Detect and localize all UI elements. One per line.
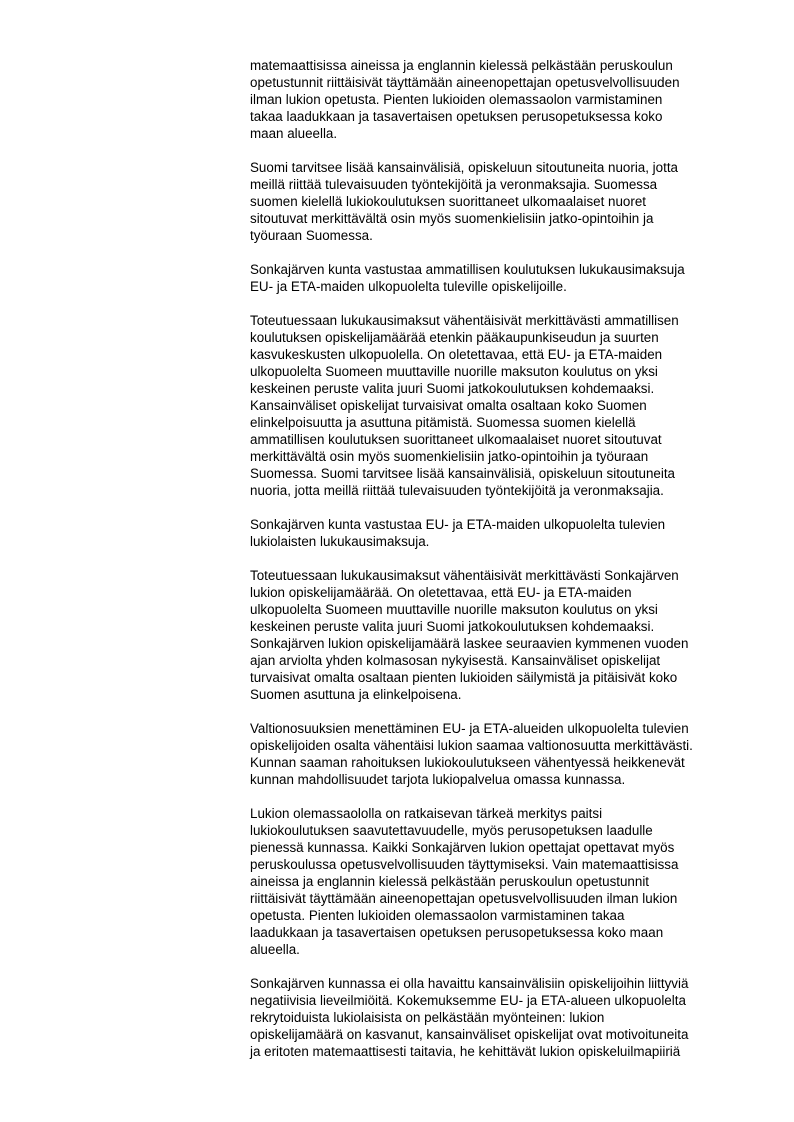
text-line: ajan arviolta yhden kolmasosan nykyisestä. Kansainväliset opiskelijat: [250, 653, 661, 668]
text-line: opiskelijamäärä on kasvanut, kansainväliset opiskelijat ovat motivoituneita: [250, 1027, 689, 1042]
text-line: työuraan Suomessa.: [250, 228, 373, 243]
text-line: ja eritoten matemaattisesti taitavia, he kehittävät lukion opiskeluilmapiiriä: [250, 1044, 681, 1059]
paragraph-9: [250, 975, 750, 1060]
text-line: takaa laadukkaan ja tasavertaisen opetuksen perusopetuksessa koko: [250, 109, 663, 124]
text-line: Sonkajärven kunta vastustaa EU- ja ETA-maiden ulkopuolelta tulevien: [250, 517, 666, 532]
text-line: Sonkajärven kunnassa ei olla havaittu kansainvälisiin opiskelijoihin liittyviä: [250, 976, 689, 991]
text-line: merkittävältä osin myös suomenkielisiin jatko-opintoihin ja työuraan: [250, 449, 649, 464]
text-line: pienessä kunnassa. Kaikki Sonkajärven lukion opettajat opettavat myös: [250, 840, 675, 855]
text-line: ammatillisen koulutuksen suorittaneet ulkomaalaiset nuoret sitoutuvat: [250, 432, 662, 447]
text-line: opetusta. Pienten lukioiden olemassaolon varmistaminen takaa: [250, 908, 625, 923]
text-line: meillä riittää tulevaisuuden työntekijöitä ja veronmaksajia. Suomessa: [250, 177, 658, 192]
text-line: ulkopuolelta Suomeen muuttaville nuorille maksuton koulutus on yksi: [250, 364, 658, 379]
text-line: ilman lukion opetusta. Pienten lukioiden olemassaolon varmistaminen: [250, 92, 663, 107]
text-line: Kunnan saaman rahoituksen lukiokoulutukseen vähentyessä heikkenevät: [250, 755, 685, 770]
text-line: lukiolaisten lukukausimaksuja.: [250, 534, 430, 549]
text-line: kunnan mahdollisuudet tarjota lukiopalvelua omassa kunnassa.: [250, 772, 626, 787]
text-line: Kansainväliset opiskelijat turvaisivat omalta osaltaan koko Suomen: [250, 398, 647, 413]
text-line: nuoria, jotta meillä riittää tulevaisuuden työntekijöitä ja veronmaksajia.: [250, 483, 664, 498]
text-line: sitoutuvat merkittävältä osin myös suomenkielisiin jatko-opintoihin ja: [250, 211, 654, 226]
text-line: opiskelijoiden osalta vähentäisi lukion saamaa valtionosuutta merkittävästi.: [250, 738, 693, 753]
text-line: keskeinen peruste valita juuri Suomi jatkokoulutuksen kohdemaaksi.: [250, 381, 655, 396]
text-line: elinkelpoisuutta ja asuttuna pitämistä. Suomessa suomen kielellä: [250, 415, 636, 430]
text-line: laadukkaan ja tasavertaisen opetuksen perusopetuksessa koko maan: [250, 925, 664, 940]
text-line: Suomen asuttuna ja elinkelpoisena.: [250, 687, 462, 702]
text-line: aineissa ja englannin kielessä pelkästään peruskoulun opetustunnit: [250, 874, 650, 889]
paragraph-5: [250, 516, 750, 550]
text-line: koulutuksen opiskelijamäärää etenkin pääkaupunkiseudun ja suurten: [250, 330, 659, 345]
text-line: kasvukeskusten ulkopuolella. On oletettavaa, että EU- ja ETA-maiden: [250, 347, 663, 362]
text-line: Suomessa. Suomi tarvitsee lisää kansainvälisiä, opiskeluun sitoutuneita: [250, 466, 676, 481]
paragraph-8: [250, 805, 750, 958]
text-line: maan alueella.: [250, 126, 338, 141]
text-line: suomen kielellä lukiokoulutuksen suorittaneet ulkomaalaiset nuoret: [250, 194, 646, 209]
text-line: Lukion olemassaololla on ratkaisevan tärkeä merkitys paitsi: [250, 806, 603, 821]
document-page: [250, 57, 750, 1077]
text-line: peruskoulussa opetusvelvollisuuden täyttymiseksi. Vain matemaattisissa: [250, 857, 679, 872]
text-line: Toteutuessaan lukukausimaksut vähentäisivät merkittävästi Sonkajärven: [250, 568, 679, 583]
text-line: turvaisivat omalta osaltaan pienten lukioiden säilymistä ja pitäisivät koko: [250, 670, 678, 685]
text-line: lukiokoulutuksen saavutettavuudelle, myös perusopetuksen laadulle: [250, 823, 653, 838]
paragraph-6: [250, 567, 750, 703]
text-line: Sonkajärven lukion opiskelijamäärä laskee seuraavien kymmenen vuoden: [250, 636, 689, 651]
paragraph-3: [250, 261, 750, 295]
text-line: lukion opiskelijamäärää. On oletettavaa, että EU- ja ETA-maiden: [250, 585, 632, 600]
paragraph-7: [250, 720, 750, 788]
text-line: ulkopuolelta Suomeen muuttaville nuorille maksuton koulutus on yksi: [250, 602, 658, 617]
text-line: Toteutuessaan lukukausimaksut vähentäisivät merkittävästi ammatillisen: [250, 313, 679, 328]
paragraph-4: [250, 312, 750, 499]
text-line: riittäisivät täyttämään aineenopettajan opetusvelvollisuuden ilman lukion: [250, 891, 678, 906]
text-line: opetustunnit riittäisivät täyttämään aineenopettajan opetusvelvollisuuden: [250, 75, 680, 90]
text-line: Suomi tarvitsee lisää kansainvälisiä, opiskeluun sitoutuneita nuoria, jotta: [250, 160, 678, 175]
text-line: negatiivisia lieveilmiöitä. Kokemuksemme EU- ja ETA-alueen ulkopuolelta: [250, 993, 686, 1008]
text-line: keskeinen peruste valita juuri Suomi jatkokoulutuksen kohdemaaksi.: [250, 619, 655, 634]
paragraph-2: [250, 159, 750, 244]
text-line: alueella.: [250, 942, 300, 957]
text-line: Sonkajärven kunta vastustaa ammatillisen koulutuksen lukukausimaksuja: [250, 262, 685, 277]
text-line: EU- ja ETA-maiden ulkopuolelta tuleville opiskelijoille.: [250, 279, 567, 294]
paragraph-1: [250, 57, 750, 142]
text-line: rekrytoiduista lukiolaisista on pelkästään myönteinen: lukion: [250, 1010, 605, 1025]
text-line: Valtionosuuksien menettäminen EU- ja ETA-alueiden ulkopuolelta tulevien: [250, 721, 689, 736]
text-line: matemaattisissa aineissa ja englannin kielessä pelkästään peruskoulun: [250, 58, 673, 73]
